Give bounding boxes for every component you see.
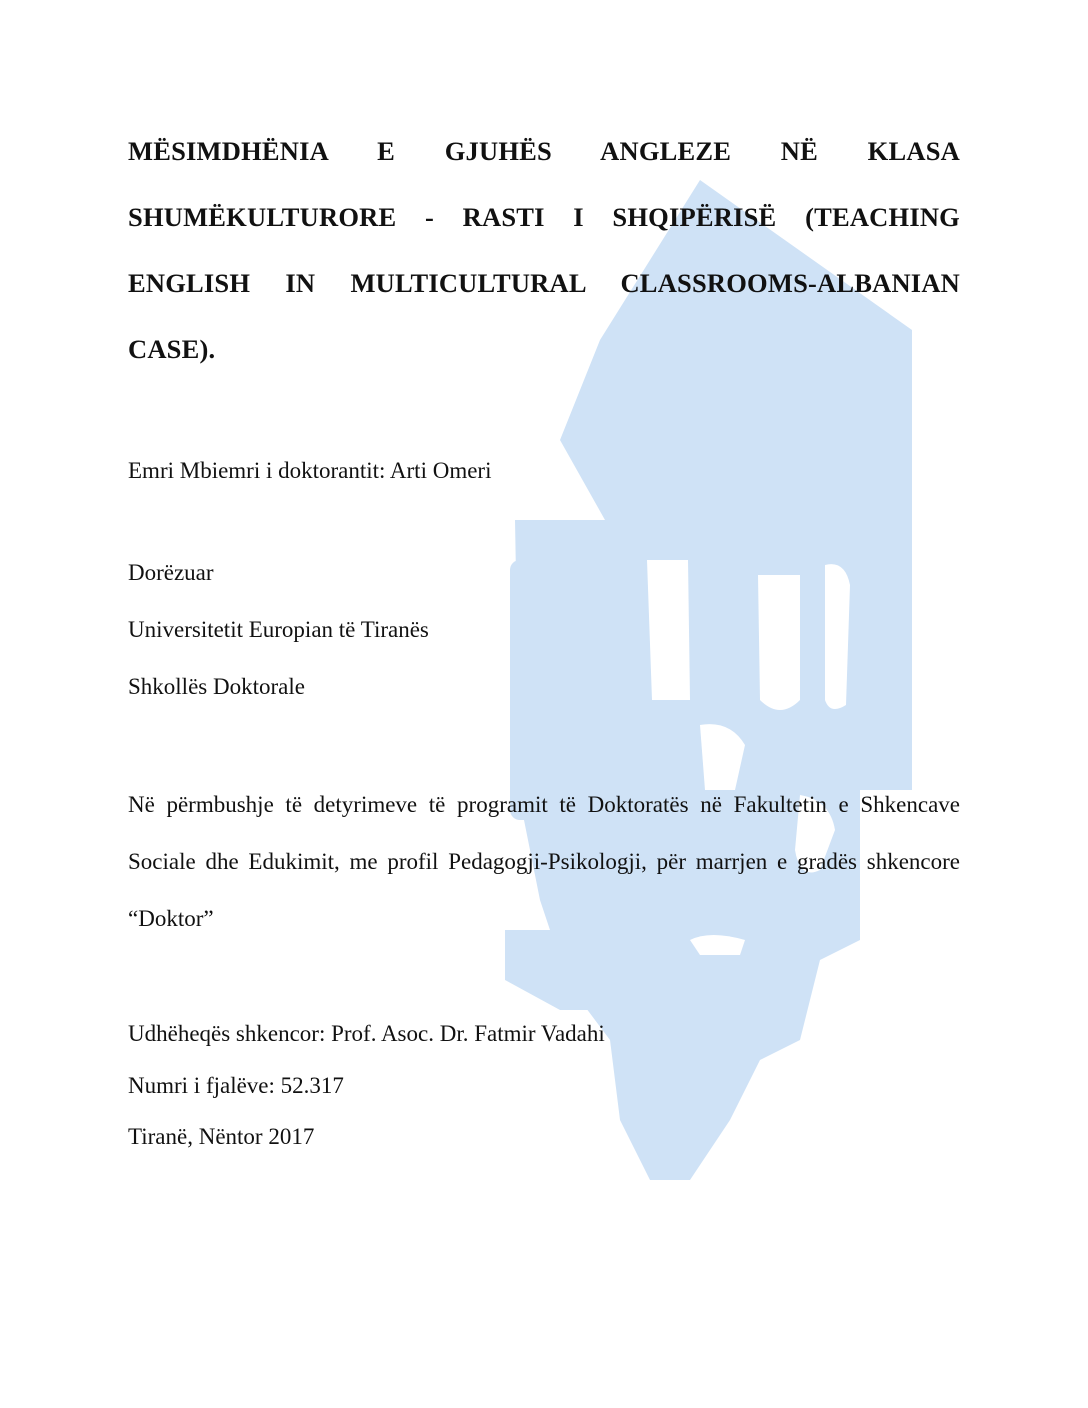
university-name: Universitetit Europian të Tiranës xyxy=(128,617,429,642)
doctoral-school: Shkollës Doktorale xyxy=(128,674,305,699)
candidate-name: Emri Mbiemri i doktorantit: Arti Omeri xyxy=(128,458,492,483)
word-count: Numri i fjalëve: 52.317 xyxy=(128,1073,344,1098)
submitted-label: Dorëzuar xyxy=(128,560,214,585)
supervisor: Udhëheqës shkencor: Prof. Asoc. Dr. Fatmir Vadahi xyxy=(128,1021,605,1046)
thesis-title: MËSIMDHËNIA E GJUHËS ANGLEZE NË KLASA SHUMËKULTURORE - RASTI I SHQIPËRISË (TEACHING ENGLISH IN MULTICULTURAL CLASSROOMS-ALBANIAN CASE). xyxy=(128,136,960,364)
place-and-date: Tiranë, Nëntor 2017 xyxy=(128,1124,315,1149)
fulfilment-paragraph: Në përmbushje të detyrimeve të programit të Doktoratës në Fakultetin e Shkencave Sociale dhe Edukimit, me profil Pedagogji-Psikologji, për marrjen e gradës shkencore “Doktor” xyxy=(128,792,960,931)
